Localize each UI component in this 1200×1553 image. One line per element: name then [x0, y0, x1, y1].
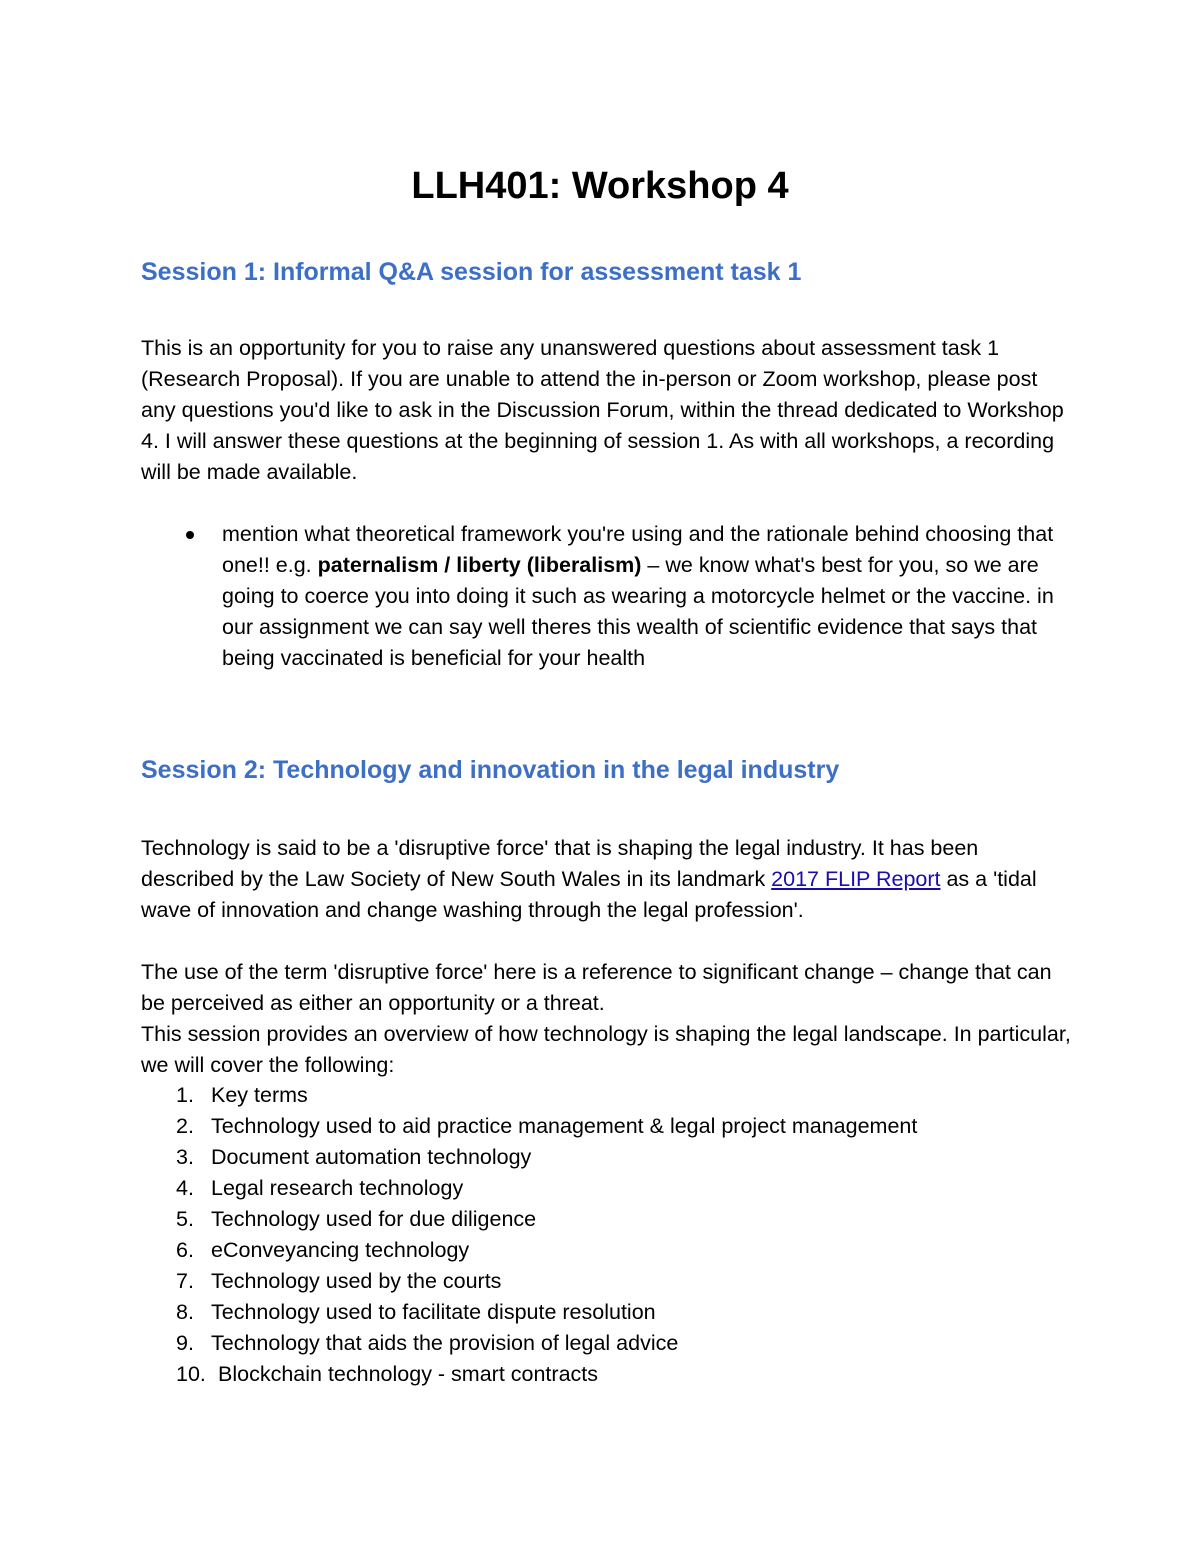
list-item	[141, 1142, 917, 1173]
bullet-text-before: mention what theoretical framework you're using and the rationale behind choosing that one!! e.g.	[222, 522, 1054, 577]
list-item	[141, 1204, 917, 1235]
list-item	[141, 1266, 917, 1297]
list-item-number: 8.	[176, 1300, 194, 1324]
session-2-paragraph-3: This session provides an overview of how technology is shaping the legal landscape. In particular, we will cover the following:	[141, 1022, 1071, 1077]
list-item	[141, 1080, 917, 1111]
list-item	[141, 1297, 917, 1328]
list-item-text: Key terms	[211, 1083, 308, 1107]
list-item-text: eConveyancing technology	[211, 1238, 470, 1262]
list-item-number: 2.	[176, 1114, 194, 1138]
topics-list	[141, 1080, 917, 1390]
list-item-text: Technology that aids the provision of legal advice	[211, 1331, 679, 1355]
session-1-paragraph: This is an opportunity for you to raise any unanswered questions about assessment task 1 (Research Proposal). If you are unable to attend the in-person or Zoom workshop, please post any questions you'd like to ask in the Discussion Forum, within the thread dedicated to Workshop 4. I will answer these questions at the beginning of session 1. As with all workshops, a recording will be made available.	[141, 336, 1064, 484]
list-item-number: 4.	[176, 1176, 194, 1200]
list-item-number: 9.	[176, 1331, 194, 1355]
list-item-text: Technology used by the courts	[211, 1269, 502, 1293]
session-2-heading: Session 2: Technology and innovation in the legal industry	[141, 756, 840, 784]
list-item-text: Technology used to aid practice management & legal project management	[211, 1114, 918, 1138]
list-item-text: Document automation technology	[211, 1145, 532, 1169]
list-item-text: Blockchain technology - smart contracts	[218, 1362, 598, 1386]
session-2-paragraph-2: The use of the term 'disruptive force' here is a reference to significant change – change that can be perceived as either an opportunity or a threat.	[141, 960, 1052, 1015]
list-item-number: 1.	[176, 1083, 194, 1107]
session-1-heading: Session 1: Informal Q&A session for assessment task 1	[141, 258, 802, 286]
flip-report-link[interactable]: 2017 FLIP Report	[771, 867, 941, 891]
list-item-number: 3.	[176, 1145, 194, 1169]
session-2-paragraph-1	[141, 833, 1071, 926]
bullet-icon	[186, 531, 194, 539]
list-item	[141, 1235, 917, 1266]
list-item-text: Legal research technology	[211, 1176, 464, 1200]
p1-text-after: as a 'tidal wave of innovation and change washing through the legal profession'.	[141, 867, 1037, 922]
list-item	[141, 1111, 917, 1142]
list-item-text: Technology used to facilitate dispute resolution	[211, 1300, 656, 1324]
list-item	[141, 1173, 917, 1204]
session-1-bullet	[222, 519, 1072, 674]
list-item-number: 5.	[176, 1207, 194, 1231]
document-title: LLH401: Workshop 4	[411, 165, 789, 207]
p1-text-before: Technology is said to be a 'disruptive force' that is shaping the legal industry. It has been described by the Law Society of New South Wales in its landmark	[141, 836, 979, 891]
list-item-text: Technology used for due diligence	[211, 1207, 537, 1231]
list-item	[141, 1328, 917, 1359]
list-item	[141, 1359, 917, 1390]
list-item-number: 6.	[176, 1238, 194, 1262]
bullet-text-after: – we know what's best for you, so we are going to coerce you into doing it such as wearing a motorcycle helmet or the vaccine. in our assignment we can say well theres this wealth of scientific evidence that says that being vaccinated is beneficial for your health	[222, 553, 1054, 670]
bullet-bold-term: paternalism / liberty (liberalism)	[317, 553, 642, 577]
list-item-number: 7.	[176, 1269, 194, 1293]
list-item-number: 10.	[176, 1362, 206, 1386]
